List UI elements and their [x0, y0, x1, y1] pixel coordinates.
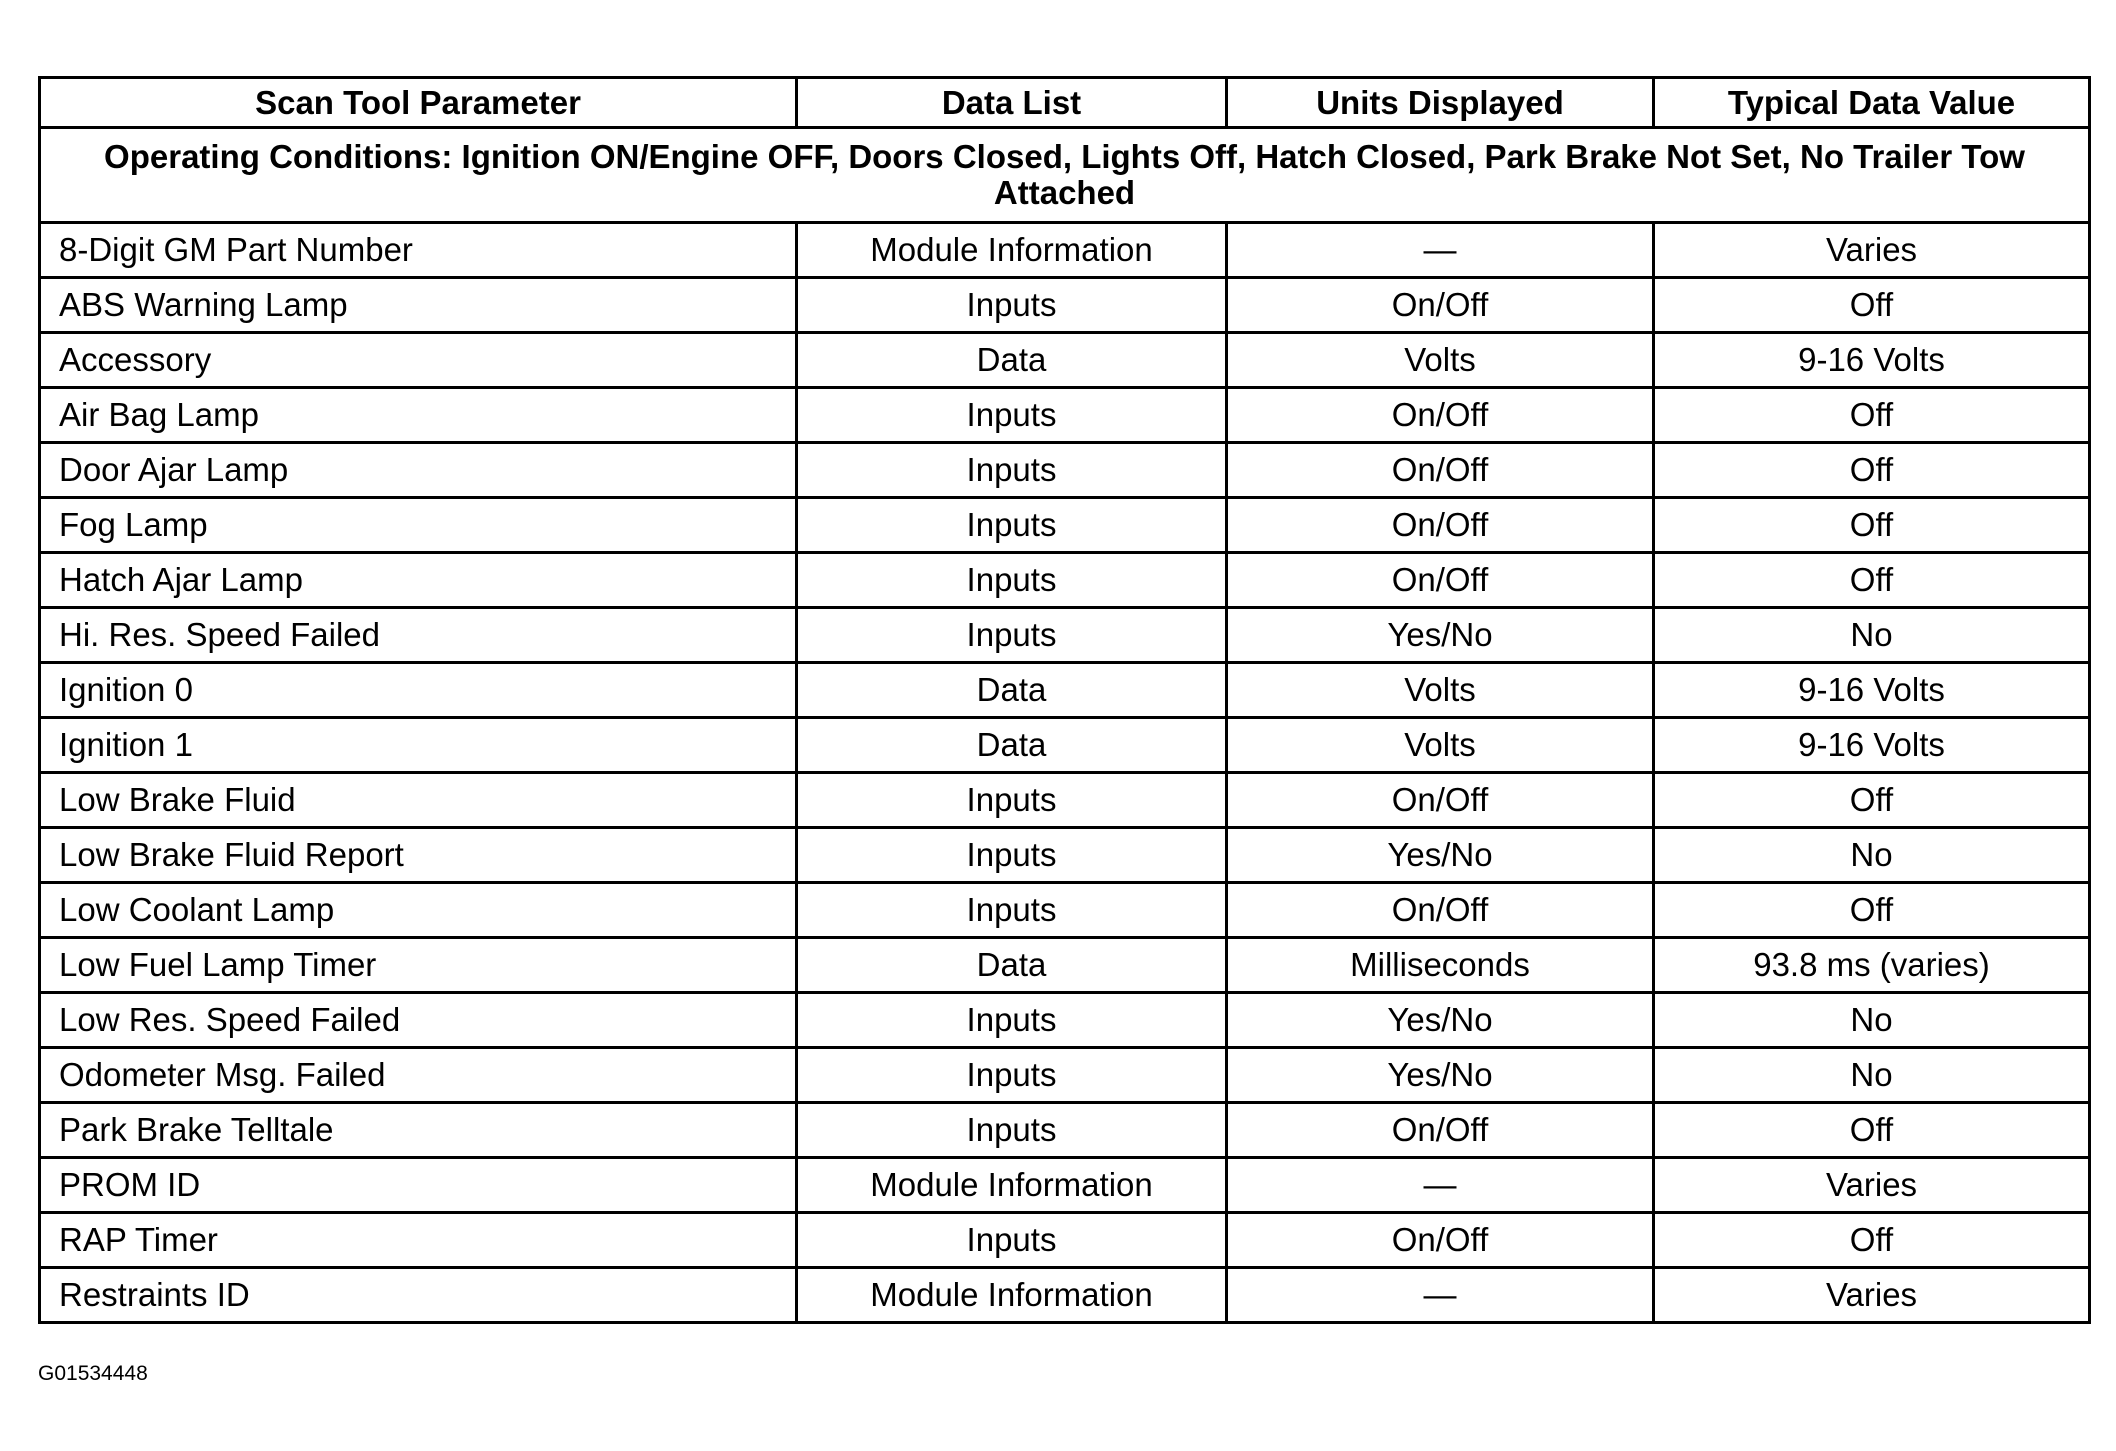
table-row: [40, 553, 2090, 608]
cell-param: Low Res. Speed Failed: [40, 993, 797, 1048]
table-row: [40, 388, 2090, 443]
cell-data-list: Inputs: [797, 443, 1227, 498]
cell-typical-value: Off: [1654, 773, 2090, 828]
table-row: [40, 1048, 2090, 1103]
cell-param: Park Brake Telltale: [40, 1103, 797, 1158]
cell-data-list: Inputs: [797, 553, 1227, 608]
cell-units: On/Off: [1227, 1213, 1654, 1268]
cell-param: PROM ID: [40, 1158, 797, 1213]
cell-typical-value: No: [1654, 993, 2090, 1048]
cell-units: On/Off: [1227, 553, 1654, 608]
table-row: [40, 828, 2090, 883]
cell-param: Hi. Res. Speed Failed: [40, 608, 797, 663]
cell-param: Accessory: [40, 333, 797, 388]
cell-data-list: Inputs: [797, 1048, 1227, 1103]
cell-units: —: [1227, 223, 1654, 278]
cell-param: 8-Digit GM Part Number: [40, 223, 797, 278]
cell-data-list: Inputs: [797, 608, 1227, 663]
header-units-displayed: Units Displayed: [1227, 78, 1654, 128]
cell-units: On/Off: [1227, 278, 1654, 333]
cell-typical-value: Off: [1654, 883, 2090, 938]
table-row: [40, 993, 2090, 1048]
cell-typical-value: Off: [1654, 443, 2090, 498]
cell-param: Restraints ID: [40, 1268, 797, 1323]
cell-param: Low Coolant Lamp: [40, 883, 797, 938]
table-row: [40, 883, 2090, 938]
cell-typical-value: 9-16 Volts: [1654, 663, 2090, 718]
table-row: [40, 1268, 2090, 1323]
cell-data-list: Data: [797, 938, 1227, 993]
cell-data-list: Inputs: [797, 278, 1227, 333]
table-row: [40, 223, 2090, 278]
cell-typical-value: No: [1654, 828, 2090, 883]
table-row: [40, 333, 2090, 388]
cell-units: Yes/No: [1227, 608, 1654, 663]
operating-conditions-row: [40, 128, 2090, 223]
cell-typical-value: Varies: [1654, 1268, 2090, 1323]
cell-param: Air Bag Lamp: [40, 388, 797, 443]
cell-param: Door Ajar Lamp: [40, 443, 797, 498]
cell-param: Low Fuel Lamp Timer: [40, 938, 797, 993]
table-row: [40, 1213, 2090, 1268]
cell-typical-value: Varies: [1654, 223, 2090, 278]
cell-units: On/Off: [1227, 773, 1654, 828]
cell-param: Odometer Msg. Failed: [40, 1048, 797, 1103]
cell-units: On/Off: [1227, 1103, 1654, 1158]
cell-data-list: Inputs: [797, 388, 1227, 443]
table-row: [40, 443, 2090, 498]
cell-units: On/Off: [1227, 883, 1654, 938]
cell-param: Hatch Ajar Lamp: [40, 553, 797, 608]
cell-units: Volts: [1227, 718, 1654, 773]
table-row: [40, 718, 2090, 773]
cell-typical-value: Off: [1654, 1103, 2090, 1158]
cell-data-list: Module Information: [797, 1268, 1227, 1323]
cell-units: Volts: [1227, 333, 1654, 388]
operating-conditions: Operating Conditions: Ignition ON/Engine OFF, Doors Closed, Lights Off, Hatch Closed, Park Brake Not Set, No Trailer Tow Attached: [40, 128, 2090, 223]
cell-typical-value: 9-16 Volts: [1654, 718, 2090, 773]
cell-data-list: Module Information: [797, 223, 1227, 278]
cell-data-list: Data: [797, 718, 1227, 773]
cell-typical-value: Off: [1654, 498, 2090, 553]
cell-units: Milliseconds: [1227, 938, 1654, 993]
cell-typical-value: No: [1654, 1048, 2090, 1103]
cell-param: ABS Warning Lamp: [40, 278, 797, 333]
table-row: [40, 278, 2090, 333]
table-row: [40, 1158, 2090, 1213]
table-row: [40, 938, 2090, 993]
cell-param: Low Brake Fluid: [40, 773, 797, 828]
cell-data-list: Data: [797, 333, 1227, 388]
cell-data-list: Module Information: [797, 1158, 1227, 1213]
cell-typical-value: Off: [1654, 388, 2090, 443]
cell-units: On/Off: [1227, 443, 1654, 498]
cell-typical-value: 9-16 Volts: [1654, 333, 2090, 388]
cell-units: On/Off: [1227, 388, 1654, 443]
cell-units: On/Off: [1227, 498, 1654, 553]
cell-param: Fog Lamp: [40, 498, 797, 553]
cell-typical-value: 93.8 ms (varies): [1654, 938, 2090, 993]
table-row: [40, 663, 2090, 718]
cell-param: Ignition 0: [40, 663, 797, 718]
cell-param: Ignition 1: [40, 718, 797, 773]
cell-units: —: [1227, 1158, 1654, 1213]
cell-units: —: [1227, 1268, 1654, 1323]
cell-data-list: Inputs: [797, 828, 1227, 883]
scan-tool-data-table-container: [38, 76, 2088, 1324]
header-row: [40, 78, 2090, 128]
figure-id: G01534448: [38, 1362, 148, 1385]
cell-param: Low Brake Fluid Report: [40, 828, 797, 883]
table-row: [40, 608, 2090, 663]
table-row: [40, 773, 2090, 828]
header-data-list: Data List: [797, 78, 1227, 128]
cell-typical-value: Off: [1654, 278, 2090, 333]
table-row: [40, 498, 2090, 553]
cell-units: Yes/No: [1227, 993, 1654, 1048]
table-row: [40, 1103, 2090, 1158]
cell-typical-value: Varies: [1654, 1158, 2090, 1213]
cell-data-list: Inputs: [797, 993, 1227, 1048]
scan-tool-data-table: [38, 76, 2091, 1324]
cell-typical-value: No: [1654, 608, 2090, 663]
cell-data-list: Data: [797, 663, 1227, 718]
cell-typical-value: Off: [1654, 553, 2090, 608]
cell-units: Yes/No: [1227, 828, 1654, 883]
header-typical-data-value: Typical Data Value: [1654, 78, 2090, 128]
header-scan-tool-parameter: Scan Tool Parameter: [40, 78, 797, 128]
cell-data-list: Inputs: [797, 498, 1227, 553]
cell-units: Yes/No: [1227, 1048, 1654, 1103]
cell-data-list: Inputs: [797, 883, 1227, 938]
cell-param: RAP Timer: [40, 1213, 797, 1268]
cell-typical-value: Off: [1654, 1213, 2090, 1268]
cell-units: Volts: [1227, 663, 1654, 718]
cell-data-list: Inputs: [797, 773, 1227, 828]
cell-data-list: Inputs: [797, 1213, 1227, 1268]
cell-data-list: Inputs: [797, 1103, 1227, 1158]
